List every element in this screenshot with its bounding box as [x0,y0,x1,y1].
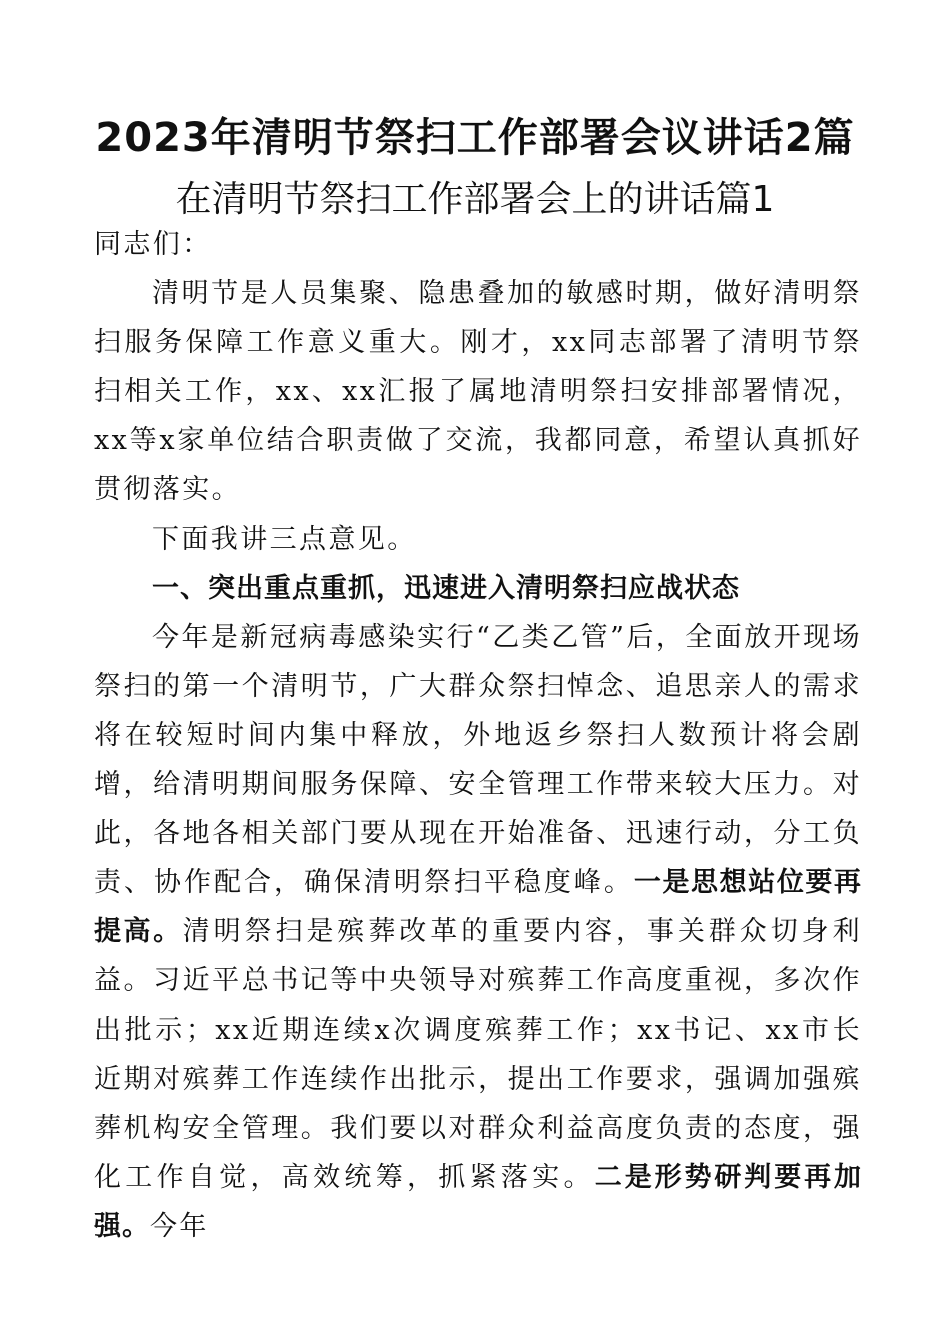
bold-point-2: 二是形势研判要再加强。 [94,1161,862,1242]
section-heading-1: 一、突出重点重抓，迅速进入清明祭扫应战状态 [152,572,740,604]
paragraph-outline: 下面我讲三点意见。 [152,523,417,555]
paragraph-section-1 [94,613,862,1251]
paragraph-text: 清明祭扫是殡葬改革的重要内容，事关群众切身利益。习近平总书记等中央领导对殡葬工作高度重视，多次作出批示；xx近期连续x次调度殡葬工作；xx书记、xx市长近期对殡葬工作连续作出批示，提出工作要求，强调加强殡葬机构安全管理。我们要以对群众利益高度负责的态度，强化工作自觉，高效统筹，抓紧落实。 [94,916,862,1193]
paragraph-text: 今年 [150,1210,209,1242]
bold-point-1: 一是思想站位要再提高。 [94,867,863,948]
document-subtitle: 在清明节祭扫工作部署会上的讲话篇1 [175,179,775,220]
document-title: 2023年清明节祭扫工作部署会议讲话2篇 [95,115,855,161]
salutation: 同志们： [94,229,212,260]
paragraph-intro: 清明节是人员集聚、隐患叠加的敏感时期，做好清明祭扫服务保障工作意义重大。刚才，xx同志部署了清明节祭扫相关工作，xx、xx汇报了属地清明祭扫安排部署情况，xx等x家单位结合职责做了交流，我都同意，希望认真抓好贯彻落实。 [94,278,862,506]
paragraph-text: 今年是新冠病毒感染实行“乙类乙管”后，全面放开现场祭扫的第一个清明节，广大群众祭扫悼念、追思亲人的需求将在较短时间内集中释放，外地返乡祭扫人数预计将会剧增，给清明期间服务保障、安全管理工作带来较大压力。对此，各地各相关部门要从现在开始准备、迅速行动，分工负责、协作配合，确保清明祭扫平稳度峰。 [94,621,862,899]
document-body [94,220,862,1251]
